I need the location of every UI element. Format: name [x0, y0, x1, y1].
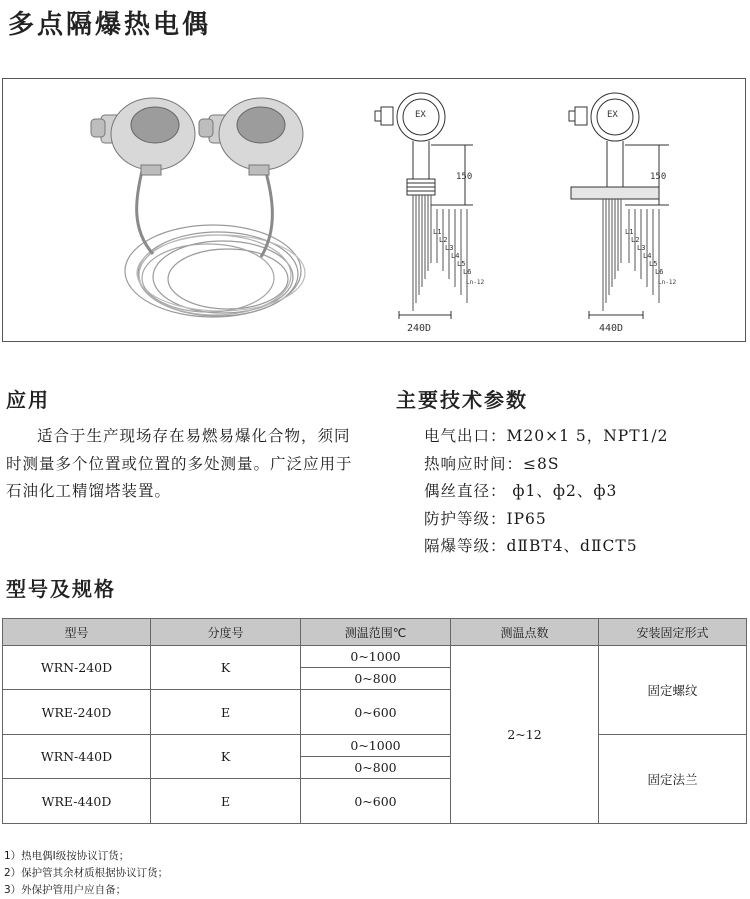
- spec-table: [2, 618, 747, 824]
- cell-mount-thread: 固定螺纹: [599, 646, 747, 735]
- l-label-3-240d: L3: [445, 244, 454, 252]
- label-240d: 240D: [407, 323, 432, 334]
- params-list: [424, 423, 669, 561]
- cell-grade: E: [151, 779, 301, 824]
- cell-range: 0~1000: [301, 735, 451, 757]
- param-explosion-grade: 隔爆等级：dⅡBT4、dⅡCT5: [424, 537, 638, 555]
- param-protection-grade: 防护等级：IP65: [424, 509, 547, 528]
- cell-range: 0~800: [301, 757, 451, 779]
- l-label-1-240d: L1: [433, 228, 442, 236]
- cell-range: 0~1000: [301, 646, 451, 668]
- ex-mark-440d: EX: [607, 110, 618, 120]
- cell-grade: K: [151, 646, 301, 690]
- dim-150-440d: 150: [650, 172, 667, 182]
- drawing-240d: [375, 93, 473, 319]
- cell-points: 2~12: [451, 646, 599, 824]
- label-440d: 440D: [599, 323, 624, 334]
- drawing-440d: [569, 93, 669, 319]
- col-grade: 分度号: [151, 619, 301, 646]
- application-heading: 应用: [6, 388, 50, 412]
- cell-range: 0~600: [301, 690, 451, 735]
- cell-model: WRN-440D: [3, 735, 151, 779]
- footnote-2: 2）保护管其余材质根据协议订货；: [4, 867, 169, 879]
- l-label-2-440d: L2: [631, 236, 640, 244]
- page-title: 多点隔爆热电偶: [8, 10, 212, 40]
- footnote-3: 3）外保护管用户应自备；: [4, 884, 127, 896]
- l-label-4-440d: L4: [643, 252, 652, 260]
- col-model: 型号: [3, 619, 151, 646]
- product-illustration: [3, 79, 745, 341]
- l-label-2-240d: L2: [439, 236, 448, 244]
- cell-model: WRE-440D: [3, 779, 151, 824]
- table-row: [3, 735, 747, 757]
- cell-grade: E: [151, 690, 301, 735]
- col-points: 测温点数: [451, 619, 599, 646]
- cell-model: WRE-240D: [3, 690, 151, 735]
- col-range: 测温范围℃: [301, 619, 451, 646]
- ex-mark-240d: EX: [415, 110, 426, 120]
- l-label-4-240d: L4: [451, 252, 460, 260]
- params-heading: 主要技术参数: [396, 388, 528, 412]
- table-header-row: [3, 619, 747, 646]
- l-label-n-240d: Ln-12: [466, 279, 485, 286]
- param-electrical-outlet: 电气出口：M20×1 5，NPT1/2: [424, 427, 669, 445]
- cell-mount-flange: 固定法兰: [599, 735, 747, 824]
- l-label-n-440d: Ln-12: [658, 279, 677, 286]
- l-label-6-240d: L6: [463, 268, 472, 276]
- application-text: 适合于生产现场存在易燃易爆化合物，须同时测量多个位置或位置的多处测量。广泛应用于石油化工精馏塔装置。: [6, 427, 353, 500]
- cell-range: 0~800: [301, 668, 451, 690]
- l-label-5-240d: L5: [457, 260, 466, 268]
- specs-heading: 型号及规格: [6, 577, 116, 601]
- cell-grade: K: [151, 735, 301, 779]
- footnotes: [4, 848, 168, 899]
- col-mount: 安装固定形式: [599, 619, 747, 646]
- l-label-5-440d: L5: [649, 260, 658, 268]
- product-figure: [2, 78, 746, 342]
- l-label-6-440d: L6: [655, 268, 664, 276]
- dim-150-240d: 150: [456, 172, 473, 182]
- table-row: [3, 646, 747, 668]
- thermocouple-photo: [91, 98, 305, 317]
- param-response-time: 热响应时间：≤8S: [424, 454, 560, 473]
- l-label-1-440d: L1: [625, 228, 634, 236]
- l-label-3-440d: L3: [637, 244, 646, 252]
- cell-model: WRN-240D: [3, 646, 151, 690]
- cell-range: 0~600: [301, 779, 451, 824]
- footnote-1: 1）热电偶Ⅰ级按协议订货；: [4, 850, 130, 862]
- param-wire-diameter: 偶丝直径： ф1、ф2、ф3: [424, 482, 618, 500]
